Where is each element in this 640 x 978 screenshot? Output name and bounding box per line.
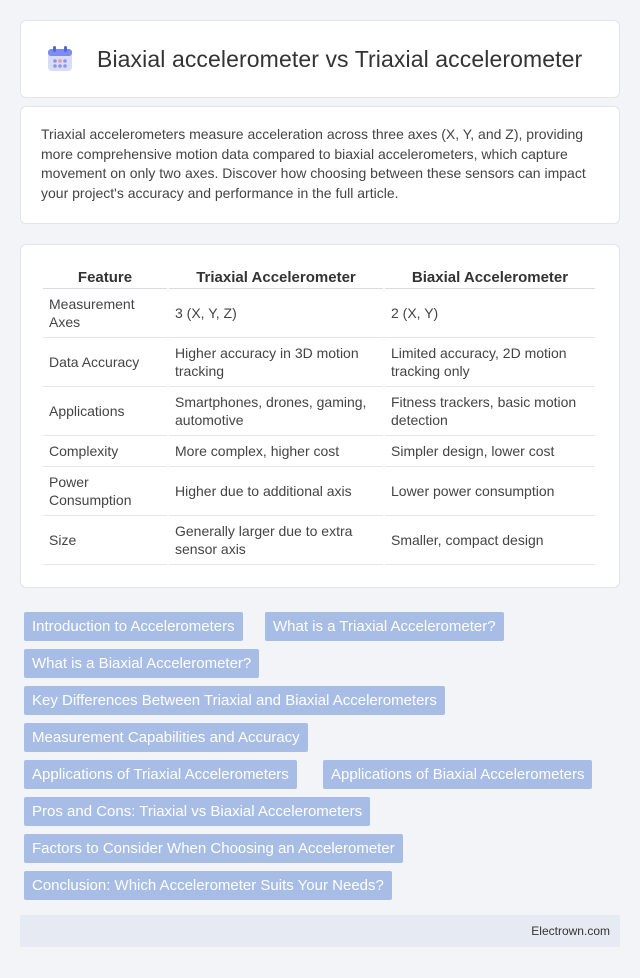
toc-link-key-differences[interactable]: Key Differences Between Triaxial and Biaxial Accelerometers <box>24 686 445 715</box>
toc-link-measurement-capabilities[interactable]: Measurement Capabilities and Accuracy <box>24 723 308 752</box>
table-row <box>43 436 595 467</box>
comparison-card <box>20 244 620 588</box>
table-cell: Complexity <box>43 436 167 467</box>
title-card <box>20 20 620 98</box>
toc-link-factors[interactable]: Factors to Consider When Choosing an Accelerometer <box>24 834 403 863</box>
footer-brand: Electrown.com <box>531 924 610 938</box>
table-cell: Data Accuracy <box>43 338 167 387</box>
table-cell: Limited accuracy, 2D motion tracking only <box>385 338 595 387</box>
table-cell: 3 (X, Y, Z) <box>169 289 383 338</box>
table-header-triaxial: Triaxial Accelerometer <box>169 265 383 289</box>
calendar-icon <box>45 44 75 74</box>
toc-link-introduction[interactable]: Introduction to Accelerometers <box>24 612 243 641</box>
table-cell: Generally larger due to extra sensor axis <box>169 516 383 565</box>
table-row <box>43 516 595 565</box>
comparison-table <box>41 265 597 565</box>
toc-link-applications-triaxial[interactable]: Applications of Triaxial Accelerometers <box>24 760 297 789</box>
table-cell: Higher due to additional axis <box>169 467 383 516</box>
intro-text: Triaxial accelerometers measure acceleration across three axes (X, Y, and Z), providing more comprehensive motion data compared to biaxial accelerometers, which capture movement on only two axes. Discover how choosing between these sensors can impact your project's accuracy and performance in the full article. <box>41 126 586 201</box>
table-cell: Higher accuracy in 3D motion tracking <box>169 338 383 387</box>
toc-link-pros-cons[interactable]: Pros and Cons: Triaxial vs Biaxial Accelerometers <box>24 797 370 826</box>
table-cell: Smaller, compact design <box>385 516 595 565</box>
toc-link-what-is-biaxial[interactable]: What is a Biaxial Accelerometer? <box>24 649 259 678</box>
table-row <box>43 387 595 436</box>
table-cell: 2 (X, Y) <box>385 289 595 338</box>
table-cell: Simpler design, lower cost <box>385 436 595 467</box>
table-cell: Smartphones, drones, gaming, automotive <box>169 387 383 436</box>
table-cell: Measurement Axes <box>43 289 167 338</box>
toc-link-applications-biaxial[interactable]: Applications of Biaxial Accelerometers <box>323 760 592 789</box>
table-row <box>43 338 595 387</box>
page-title: Biaxial accelerometer vs Triaxial accelerometer <box>97 45 583 72</box>
table-row <box>43 289 595 338</box>
table-cell: Power Consumption <box>43 467 167 516</box>
table-cell: Lower power consumption <box>385 467 595 516</box>
table-cell: More complex, higher cost <box>169 436 383 467</box>
table-cell: Fitness trackers, basic motion detection <box>385 387 595 436</box>
table-cell: Applications <box>43 387 167 436</box>
table-header-biaxial: Biaxial Accelerometer <box>385 265 595 289</box>
intro-card <box>20 106 620 224</box>
footer <box>20 915 620 947</box>
table-header-feature: Feature <box>43 265 167 289</box>
toc-link-conclusion[interactable]: Conclusion: Which Accelerometer Suits Your Needs? <box>24 871 392 900</box>
toc-link-what-is-triaxial[interactable]: What is a Triaxial Accelerometer? <box>265 612 504 641</box>
table-cell: Size <box>43 516 167 565</box>
table-row <box>43 467 595 516</box>
